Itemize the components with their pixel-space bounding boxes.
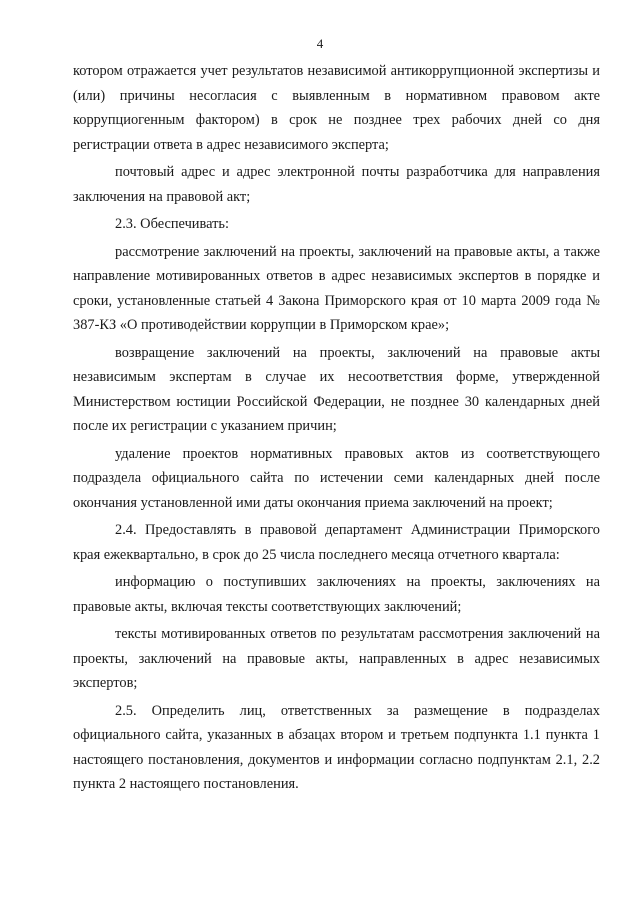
paragraph-removal-projects: удаление проектов нормативных правовых актов из соответствующего подраздела официального сайта по истечении семи календарных дней после окончания установленной ими даты окончания приема заключений на проект; xyxy=(73,445,600,511)
paragraph-2-3-heading: 2.3. Обеспечивать: xyxy=(115,216,229,232)
paragraph-consideration: рассмотрение заключений на проекты, заключений на правовые акты, а также направление мотивированных ответов в адрес независимых экспертов в порядке и сроки, установленные статьей 4 Закона Приморского края от 10 марта 2009 года № 387-КЗ «О противодействии коррупции в Приморском крае»; xyxy=(73,243,600,333)
paragraph-postal-address: почтовый адрес и адрес электронной почты разработчика для направления заключения на правовой акт; xyxy=(73,164,600,205)
paragraph-return-conclusions: возвращение заключений на проекты, заключений на правовые акты независимым экспертам в случае их несоответствия форме, утвержденной Министерством юстиции Российской Федерации, не позднее 30 календарных дней после их регистрации с указанием причин; xyxy=(73,344,600,434)
paragraph-information: информацию о поступивших заключениях на проекты, заключениях на правовые акты, включая тексты соответствующих заключений; xyxy=(73,574,600,615)
page-number: 4 xyxy=(316,36,324,51)
paragraph-continuation: котором отражается учет результатов независимой антикоррупционной экспертизы и (или) причины несогласия с выявленным в нормативном правовом акте коррупциогенным фактором) в срок не позднее трех рабочих дней со дня регистрации ответа в адрес независимого эксперта; xyxy=(73,63,600,153)
paragraph-2-5: 2.5. Определить лиц, ответственных за размещение в подразделах официального сайта, указанных в абзацах втором и третьем подпункта 1.1 пункта 1 настоящего постановления, документов и информации согласно подпунктам 2.1, 2.2 пункта 2 настоящего постановления. xyxy=(73,702,600,792)
document-body xyxy=(73,59,600,797)
paragraph-texts-answers: тексты мотивированных ответов по результатам рассмотрения заключений на проекты, заключений на правовые акты, направленных в адрес независимых экспертов; xyxy=(73,626,600,691)
paragraph-2-4: 2.4. Предоставлять в правовой департамент Администрации Приморского края ежеквартально, в срок до 25 числа последнего месяца отчетного квартала: xyxy=(73,522,600,563)
